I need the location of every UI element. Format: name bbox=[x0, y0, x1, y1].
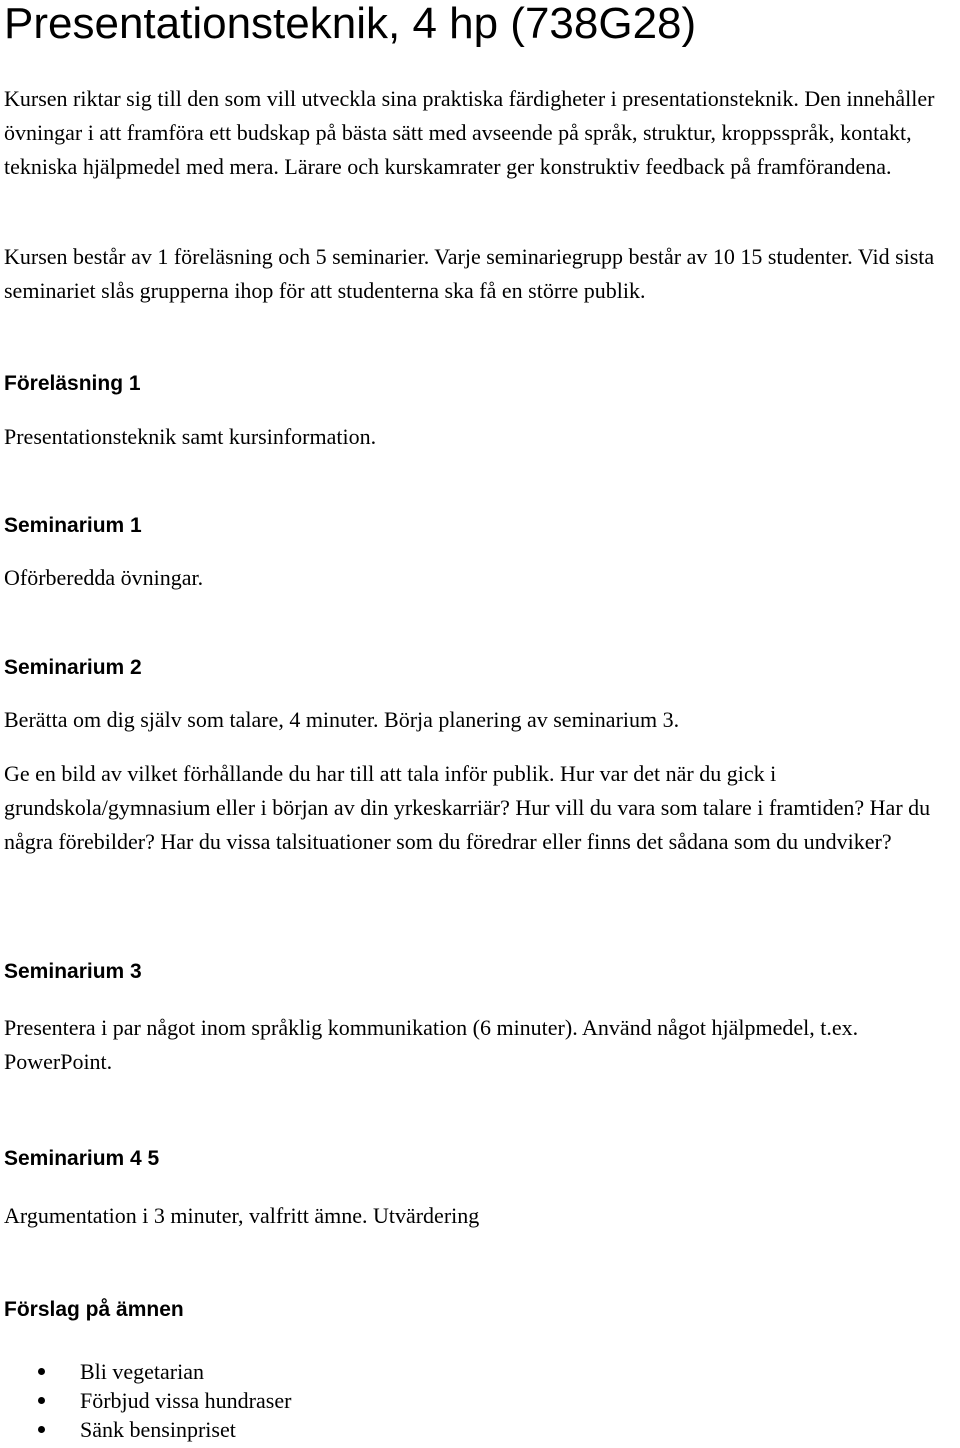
list-item bbox=[4, 1415, 291, 1444]
section-heading-seminarium-4-5: Seminarium 4 5 bbox=[4, 1147, 160, 1170]
section-text-seminarium-4-5: Argumentation i 3 minuter, valfritt ämne. Utvärdering bbox=[4, 1203, 480, 1228]
bullet-icon bbox=[38, 1426, 45, 1433]
topic-list bbox=[4, 1357, 291, 1444]
intro-paragraph-2: Kursen består av 1 föreläsning och 5 seminarier. Varje seminariegrupp består av 10 15 studenter. Vid sista seminariet slås grupperna ihop för att studenterna ska få en större publik. bbox=[4, 244, 935, 303]
list-item-label: Förbjud vissa hundraser bbox=[80, 1388, 292, 1413]
section-heading-seminarium-3: Seminarium 3 bbox=[4, 960, 142, 983]
list-item bbox=[4, 1386, 291, 1415]
section-text-seminarium-2-details: Ge en bild av vilket förhållande du har till att tala inför publik. Hur var det när du gick i grundskola/gymnasium eller i början av din yrkeskarriär? Hur vill du vara som talare i framtiden? Har du några förebilder? Har du vissa talsituationer som du föredrar eller finns det sådana som du undviker? bbox=[4, 761, 931, 854]
section-heading-seminarium-2: Seminarium 2 bbox=[4, 656, 142, 679]
section-text-forelasning-1: Presentationsteknik samt kursinformation. bbox=[4, 424, 377, 449]
page-title: Presentationsteknik, 4 hp (738G28) bbox=[4, 0, 697, 48]
section-heading-forelasning-1: Föreläsning 1 bbox=[4, 372, 141, 395]
section-text-seminarium-3: Presentera i par något inom språklig kommunikation (6 minuter). Använd något hjälpmedel, t.ex. PowerPoint. bbox=[4, 1015, 859, 1074]
section-heading-forslag: Förslag på ämnen bbox=[4, 1298, 184, 1321]
bullet-icon bbox=[38, 1397, 45, 1404]
list-item-label: Bli vegetarian bbox=[80, 1359, 205, 1384]
section-text-seminarium-2: Berätta om dig själv som talare, 4 minuter. Börja planering av seminarium 3. bbox=[4, 707, 680, 732]
intro-paragraph: Kursen riktar sig till den som vill utveckla sina praktiska färdigheter i presentationsteknik. Den innehåller övningar i att framföra ett budskap på bästa sätt med avseende på språk, struktur, kroppsspråk, kontakt, tekniska hjälpmedel med mera. Lärare och kurskamrater ger konstruktiv feedback på framförandena. bbox=[4, 86, 935, 179]
list-item bbox=[4, 1357, 291, 1386]
list-item-label: Sänk bensinpriset bbox=[80, 1417, 236, 1442]
bullet-icon bbox=[38, 1368, 45, 1375]
section-text-seminarium-1: Oförberedda övningar. bbox=[4, 565, 204, 590]
section-heading-seminarium-1: Seminarium 1 bbox=[4, 514, 142, 537]
